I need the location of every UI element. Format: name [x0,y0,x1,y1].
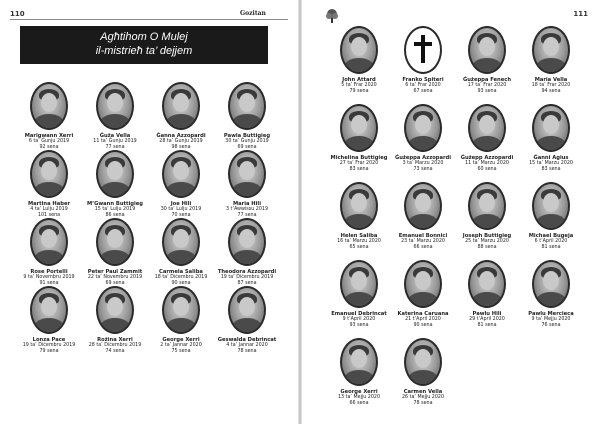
entry-date: 15 ta’ Lulju 2019 [94,207,136,212]
publication-logo: Gozitan [240,10,266,17]
entry-age: 83 sena [349,167,369,172]
obituary-entry [452,104,522,173]
entry-age: 69 sena [237,145,257,150]
page-title [20,26,268,64]
obituary-entry [516,104,586,173]
entry-age: 70 sena [171,213,191,218]
entry-age: 98 sena [171,145,191,150]
entry-name: Pawla Buttigieg [223,133,271,139]
entry-date: 16 ta’ Marzu 2020 [337,239,381,244]
entry-name: George Xerri [162,337,200,343]
obituary-entry [80,218,150,287]
tree-ornament-icon [324,8,340,24]
entry-age: 78 sena [413,401,433,406]
portrait-photo [532,260,570,308]
obituary-entry [388,182,458,251]
entry-name: Ġanni Agius [533,155,569,161]
obituary-entry [324,260,394,329]
entry-date: 2 ta’ Jannar 2020 [160,343,202,348]
portrait-photo [96,82,134,130]
entry-name: Lonza Pace [32,337,66,343]
obituary-entry [388,26,458,95]
entry-name: Pawlu Hili [472,311,502,317]
page-number: 110 [10,10,25,18]
entry-date: 6 ta’ Frar 2020 [405,83,441,88]
obituary-entry [146,82,216,151]
entry-name: Michael Bugeja [528,233,574,239]
entry-name: Marigwann Xerri [24,133,74,139]
obituary-entry [80,150,150,219]
entry-date: 26 ta’ Mejju 2020 [401,395,445,400]
portrait-photo [30,150,68,198]
entry-date: 9 ta’ Mejju 2020 [531,317,571,322]
entry-age: 90 sena [413,323,433,328]
entry-age: 60 sena [477,167,497,172]
entry-date: 22 ta’ Novembru 2019 [87,275,143,280]
obituary-entry [212,82,282,151]
entry-name: George Xerri [340,389,378,395]
entry-date: 15 ta’ Marzu 2020 [529,161,573,166]
title-line-2: il-mistrieħ ta’ dejjem [95,45,193,57]
portrait-photo [532,104,570,152]
entry-date: 11 ta’ Ġunju 2019 [93,139,137,144]
portrait-photo [30,286,68,334]
portrait-photo [228,218,266,266]
obituary-entry [388,104,458,173]
entry-age: 92 sena [39,145,59,150]
entry-date: 4 ta’ Jannar 2020 [226,343,268,348]
entry-name: Emanuel Debrincat [331,311,387,317]
entry-name: Ġanna Azzopardi [156,133,206,139]
entry-date: 19 ta’ Diċembru 2019 [220,275,274,280]
left-page [0,0,298,424]
entry-date: 27 ta’ Frar 2020 [339,161,379,166]
portrait-photo [404,338,442,386]
obituary-entry [324,26,394,95]
entry-date: 18 ta’ Frar 2020 [531,83,571,88]
entry-date: 11 ta’ Marzu 2020 [465,161,509,166]
obituary-entry [14,218,84,287]
entry-date: 21 t’April 2020 [405,317,441,322]
portrait-photo [96,218,134,266]
entry-age: 101 sena [37,213,61,218]
obituary-entry [14,82,84,151]
entry-date: 4 ta’ Lulju 2019 [30,207,68,212]
obituary-entry [212,218,282,287]
entry-name: Michelina Buttigieg [330,155,388,161]
portrait-photo [162,150,200,198]
obituary-entry [14,286,84,355]
obituary-entry [324,182,394,251]
entry-name: Joe Hili [170,201,192,207]
obituary-entry [388,338,458,407]
entry-date: 29 t’April 2020 [469,317,505,322]
entry-age: 90 sena [171,281,191,286]
portrait-photo [340,182,378,230]
entry-name: Emanuel Bonnici [398,233,448,239]
portrait-photo [228,82,266,130]
obituary-entry [516,26,586,95]
portrait-photo [340,338,378,386]
entry-age: 81 sena [477,323,497,328]
obituary-entry [388,260,458,329]
entry-age: 74 sena [105,349,125,354]
entry-name: M’Gwann Buttigieg [87,201,143,207]
entry-date: 3 t’Awwissu 2019 [225,207,269,212]
obituary-entry [452,182,522,251]
portrait-photo [340,26,378,74]
portrait-photo [468,182,506,230]
entry-date: 30 ta’ Ġunju 2019 [225,139,269,144]
page-number: 111 [573,10,588,18]
entry-age: 93 sena [477,89,497,94]
portrait-photo [340,260,378,308]
entry-age: 75 sena [171,349,191,354]
entry-name: Ġużeppa Azzopardi [394,155,452,161]
portrait-photo [96,150,134,198]
entry-age: 81 sena [541,245,561,250]
portrait-photo [30,218,68,266]
entry-age: 77 sena [237,213,257,218]
entry-date: 6 t’April 2020 [534,239,568,244]
obituary-entry [516,260,586,329]
entry-name: Peter Paul Zammit [87,269,143,275]
portrait-photo [404,182,442,230]
portrait-photo [532,182,570,230]
entry-age: 67 sena [413,89,433,94]
header-rule [10,19,288,20]
portrait-photo [468,260,506,308]
entry-name: Rożina Xerri [97,337,133,343]
entry-date: 9 t’April 2020 [342,317,376,322]
entry-age: 73 sena [413,167,433,172]
entry-name: Theodora Azzopardi [217,269,277,275]
portrait-photo [228,150,266,198]
entry-name: Geswalda Debrincat [217,337,277,343]
portrait-photo [340,104,378,152]
obituary-entry [212,150,282,219]
entry-date: 25 ta’ Marzu 2020 [465,239,509,244]
entry-name: Maria Vella [534,77,568,83]
entry-date: 30 ta’ Lulju 2019 [160,207,202,212]
entry-date: 17 ta’ Frar 2020 [467,83,507,88]
entry-name: Katerina Caruana [397,311,449,317]
entry-date: 18 ta’ Diċembru 2019 [154,275,208,280]
obituary-entry [80,286,150,355]
entry-date: 28 ta’ Diċembru 2019 [88,343,142,348]
obituary-entry [212,286,282,355]
cross-icon [404,26,442,74]
entry-name: Carmen Vella [403,389,443,395]
entry-age: 76 sena [541,323,561,328]
entry-age: 91 sena [39,281,59,286]
portrait-photo [162,218,200,266]
entry-age: 79 sena [39,349,59,354]
obituary-entry [452,26,522,95]
entry-name: Martina Haber [27,201,71,207]
obituary-entry [324,338,394,407]
obituary-entry [146,218,216,287]
entry-name: Ġuża Vella [99,133,131,139]
entry-age: 87 sena [237,281,257,286]
entry-age: 66 sena [413,245,433,250]
portrait-photo [96,286,134,334]
entry-name: Maria Hili [233,201,261,207]
obituary-entry [324,104,394,173]
entry-age: 65 sena [349,245,369,250]
entry-age: 88 sena [477,245,497,250]
entry-name: Franko Spiteri [402,77,444,83]
title-line-1: Agħtihom O Mulej [100,31,188,43]
entry-age: 66 sena [349,401,369,406]
portrait-photo [404,104,442,152]
obituary-entry [80,82,150,151]
entry-name: Ġużepp Azzopardi [460,155,514,161]
entry-name: Ġużeppa Fenech [462,77,512,83]
obituary-entry [14,150,84,219]
entry-age: 79 sena [349,89,369,94]
entry-date: 3 ta’ Marzu 2020 [402,161,444,166]
portrait-photo [228,286,266,334]
entry-date: 19 ta’ Diċembru 2019 [22,343,76,348]
entry-age: 69 sena [105,281,125,286]
entry-date: 5 ta’ Frar 2020 [341,83,377,88]
obituary-entry [516,182,586,251]
entry-name: Joseph Buttigieg [462,233,512,239]
entry-age: 94 sena [541,89,561,94]
obituary-entry [452,260,522,329]
portrait-photo [404,260,442,308]
portrait-photo [468,104,506,152]
entry-date: 23 ta’ Marzu 2020 [401,239,445,244]
entry-age: 93 sena [349,323,369,328]
portrait-photo [162,82,200,130]
entry-name: Helen Saliba [340,233,378,239]
entry-name: John Attard [342,77,376,83]
entry-name: Pawlu Mercieca [528,311,574,317]
obituary-entry [146,286,216,355]
obituary-entry [146,150,216,219]
entry-age: 77 sena [105,145,125,150]
portrait-photo [30,82,68,130]
portrait-photo [532,26,570,74]
entry-date: 28 ta’ Ġunju 2019 [159,139,203,144]
entry-name: Rose Portelli [30,269,68,275]
entry-date: 6 ta’ Ġunju 2019 [28,139,70,144]
entry-age: 83 sena [541,167,561,172]
entry-age: 78 sena [237,349,257,354]
entry-date: 9 ta’ Novembru 2019 [23,275,75,280]
entry-name: Carmela Saliba [159,269,203,275]
portrait-photo [162,286,200,334]
right-page [302,0,600,424]
entry-date: 13 ta’ Mejju 2020 [337,395,381,400]
portrait-photo [468,26,506,74]
entry-age: 86 sena [105,213,125,218]
